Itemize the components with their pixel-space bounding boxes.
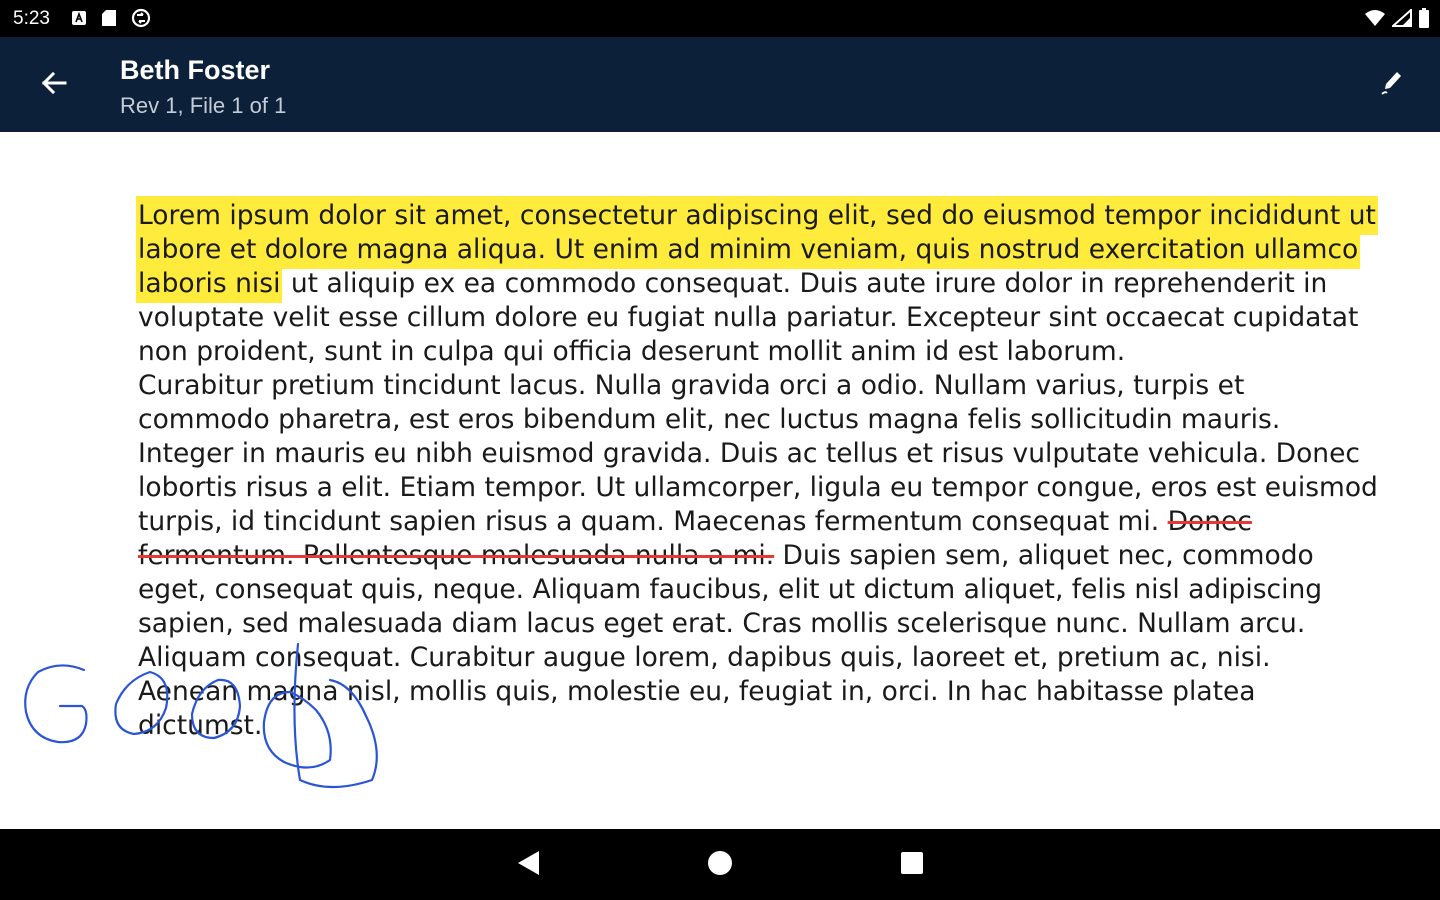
battery-icon: [1418, 8, 1430, 32]
pen-icon: [1377, 68, 1407, 102]
paragraph-2-text-start: Curabitur pretium tincidunt lacus. Nulla gravida orci a odio. Nullam varius, turpis et commodo pharetra, est eros bibendum elit, nec luctus magna felis sollicitudin mauris. Integer in mauris eu nibh euismod gravida. Duis ac tellus et risus vulputate vehicula. Donec lobortis risus a elit. Etiam tempor. Ut ullamcorper, ligula eu tempor congue, eros est euismod turpis, id tincidunt sapien risus a quam. Maecenas fermentum consequat mi.: [138, 370, 1378, 537]
home-circle-icon: [707, 850, 733, 880]
nav-home-button[interactable]: [697, 842, 743, 888]
strikeout-annotation[interactable]: Donec fermentum. Pellentesque malesuada nulla a mi.: [138, 506, 1252, 571]
app-bar: [0, 37, 1440, 132]
recents-square-icon: [900, 851, 924, 879]
wifi-icon: [1364, 9, 1386, 31]
nav-back-button[interactable]: [505, 842, 551, 888]
nav-recents-button[interactable]: [889, 842, 935, 888]
document-text: [138, 199, 1378, 743]
status-time: 5:23: [13, 8, 50, 29]
highlight-annotation[interactable]: Lorem ipsum dolor sit amet, consectetur adipiscing elit, sed do eiusmod tempor incididunt ut labore et dolore magna aliqua. Ut enim ad minim veniam, quis nostrud exercitation ullamco laboris nisi: [136, 196, 1378, 303]
paragraph-1: [138, 199, 1378, 369]
notification-a-icon: [71, 10, 87, 30]
status-icons-right: [1364, 8, 1430, 32]
paragraph-1-text: ut aliquip ex ea commodo consequat. Duis aute irure dolor in reprehenderit in voluptate velit esse cillum dolore eu fugiat nulla pariatur. Excepteur sint occaecat cupidatat non proident, sunt in culpa qui officia deserunt mollit anim id est laborum.: [138, 268, 1359, 367]
annotate-button[interactable]: [1370, 63, 1414, 107]
document-viewer[interactable]: [0, 132, 1440, 829]
system-nav-bar: [0, 829, 1440, 900]
status-icons-left: [71, 8, 151, 32]
paragraph-2: [138, 369, 1378, 743]
ink-stroke-g: [25, 665, 86, 742]
page-title: Beth Foster: [120, 55, 271, 85]
sync-icon: [131, 8, 151, 32]
sd-card-icon: [101, 9, 117, 31]
back-triangle-icon: [515, 849, 541, 881]
arrow-back-icon: [39, 68, 69, 102]
page-subtitle: Rev 1, File 1 of 1: [120, 93, 287, 118]
signal-icon: [1392, 9, 1412, 31]
back-button[interactable]: [28, 59, 80, 111]
paragraph-2-text-end: Duis sapien sem, aliquet nec, commodo eget, consequat quis, neque. Aliquam faucibus, elit ut dictum aliquet, felis nisl adipiscing sapien, sed malesuada diam lacus eget erat. Cras mollis scelerisque nunc. Nullam arcu. Aliquam consequat. Curabitur augue lorem, dapibus quis, laoreet et, pretium ac, nisi. Aenean magna nisl, mollis quis, molestie eu, feugiat in, orci. In hac habitasse platea dictumst.: [138, 540, 1323, 741]
status-bar: [0, 0, 1440, 37]
